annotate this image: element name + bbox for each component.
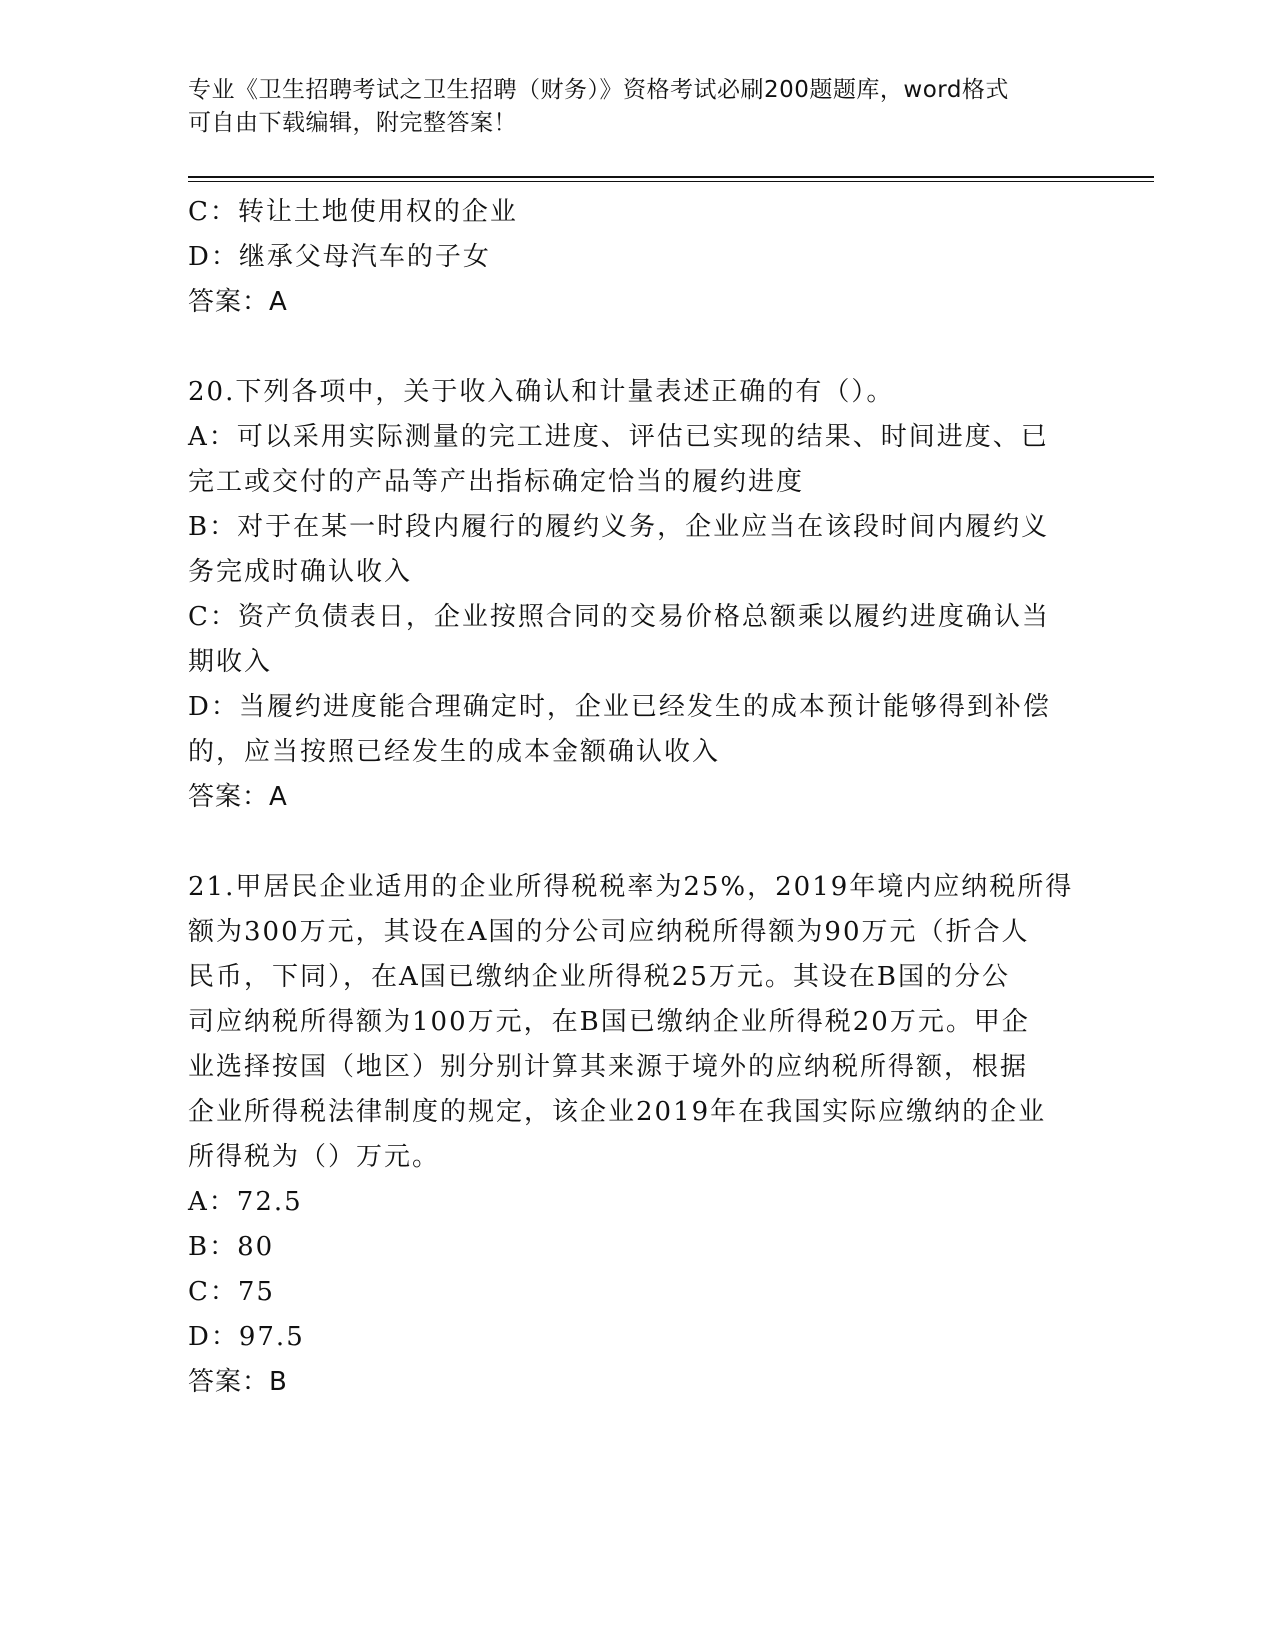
option-c-line-1: C：资产负债表日，企业按照合同的交易价格总额乘以履约进度确认当 (188, 602, 1050, 632)
option-b-line-1: B：对于在某一时段内履行的履约义务，企业应当在该段时间内履约义 (188, 512, 1050, 542)
option-d: D：97.5 (188, 1322, 305, 1352)
spacer (188, 820, 1088, 865)
option-a-line-1: A：可以采用实际测量的完工进度、评估已实现的结果、时间进度、已 (188, 422, 1049, 452)
option-d: D：继承父母汽车的子女 (188, 242, 491, 272)
option-b: B：80 (188, 1232, 275, 1262)
option-a: A：72.5 (188, 1187, 303, 1217)
header-line-1: 专业《卫生招聘考试之卫生招聘（财务）》资格考试必刷200题题库，word格式 (188, 77, 1009, 103)
option-d-line-1: D：当履约进度能合理确定时，企业已经发生的成本预计能够得到补偿 (188, 692, 1051, 722)
question-19-remainder (188, 190, 1088, 325)
answer: 答案：A (188, 782, 288, 812)
option-d-line-2: 的，应当按照已经发生的成本金额确认收入 (188, 737, 721, 767)
question-21 (188, 865, 1088, 1405)
option-a-line-2: 完工或交付的产品等产出指标确定恰当的履约进度 (188, 467, 805, 497)
answer: 答案：A (188, 287, 288, 317)
header-divider-thin (188, 181, 1154, 182)
question-stem-line-4: 司应纳税所得额为100万元，在B国已缴纳企业所得税20万元。甲企 (188, 1007, 1030, 1037)
answer: 答案：B (188, 1367, 288, 1397)
question-stem-line-5: 业选择按国（地区）别分别计算其来源于境外的应纳税所得额，根据 (188, 1052, 1029, 1082)
question-stem-line-3: 民币，下同），在A国已缴纳企业所得税25万元。其设在B国的分公 (188, 962, 1010, 992)
document-body (188, 190, 1088, 1405)
question-stem-line-1: 21.甲居民企业适用的企业所得税税率为25%，2019年境内应纳税所得 (188, 872, 1074, 902)
header-divider-thick (188, 176, 1154, 178)
question-20 (188, 370, 1088, 820)
question-stem-line-7: 所得税为（）万元。 (188, 1142, 441, 1172)
document-header (188, 74, 1068, 140)
option-c: C：75 (188, 1277, 275, 1307)
option-c-line-2: 期收入 (188, 647, 273, 677)
option-c: C：转让土地使用权的企业 (188, 197, 518, 227)
header-line-2: 可自由下载编辑，附完整答案！ (188, 110, 517, 136)
question-stem-line-2: 额为300万元，其设在A国的分公司应纳税所得额为90万元（折合人 (188, 917, 1030, 947)
option-b-line-2: 务完成时确认收入 (188, 557, 413, 587)
spacer (188, 325, 1088, 370)
question-stem-line-6: 企业所得税法律制度的规定，该企业2019年在我国实际应缴纳的企业 (188, 1097, 1047, 1127)
question-stem: 20.下列各项中，关于收入确认和计量表述正确的有（）。 (188, 377, 895, 407)
